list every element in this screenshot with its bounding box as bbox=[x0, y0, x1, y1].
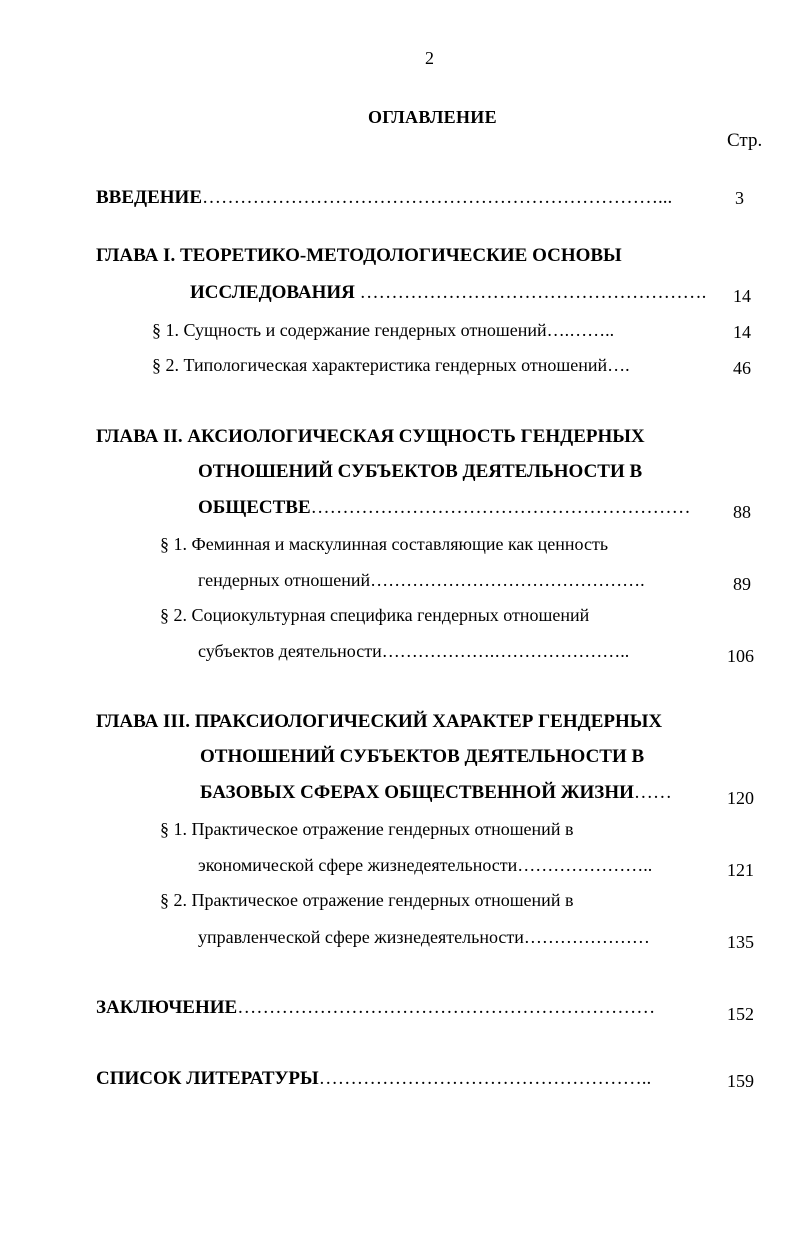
toc-entry-text: ОБЩЕСТВЕ bbox=[198, 497, 311, 518]
toc-entry-introduction bbox=[96, 187, 672, 209]
toc-leader-dots: …………………………………………………… bbox=[310, 497, 691, 518]
toc-leader-dots: ……………….………………….. bbox=[381, 641, 630, 661]
toc-section-1-2 bbox=[152, 355, 630, 376]
toc-chapter-2-heading: ГЛАВА II. АКСИОЛОГИЧЕСКАЯ СУЩНОСТЬ ГЕНДЕРНЫХ bbox=[96, 426, 645, 447]
toc-entry-text: экономической сфере жизнедеятельности bbox=[198, 855, 518, 875]
toc-chapter-3-heading-cont: ОТНОШЕНИЙ СУБЪЕКТОВ ДЕЯТЕЛЬНОСТИ В bbox=[200, 746, 645, 767]
toc-entry-text: СПИСОК ЛИТЕРАТУРЫ bbox=[96, 1068, 319, 1089]
toc-chapter-2-heading-end bbox=[198, 497, 691, 519]
toc-entry-text: гендерных отношений bbox=[198, 570, 371, 590]
toc-page-number: 3 bbox=[735, 188, 744, 208]
toc-leader-dots: …………………………………………….. bbox=[318, 1068, 652, 1089]
toc-leader-dots: ………………….. bbox=[517, 855, 653, 875]
toc-leader-dots: ………………………………………………………………... bbox=[202, 187, 673, 208]
toc-section-3-2: § 2. Практическое отражение гендерных отношений в bbox=[160, 890, 574, 910]
toc-page-number: 159 bbox=[727, 1071, 754, 1091]
toc-entry-conclusion bbox=[96, 997, 655, 1019]
toc-chapter-2-heading-cont: ОТНОШЕНИЙ СУБЪЕКТОВ ДЕЯТЕЛЬНОСТИ В bbox=[198, 461, 643, 482]
toc-page-number: 120 bbox=[727, 788, 754, 808]
toc-page-number: 135 bbox=[727, 932, 754, 952]
toc-page-number: 152 bbox=[727, 1004, 754, 1024]
toc-section-1-1 bbox=[152, 320, 614, 341]
toc-entry-text: субъектов деятельности bbox=[198, 641, 382, 661]
toc-section-3-1-cont bbox=[198, 855, 652, 876]
toc-chapter-1-heading-cont bbox=[190, 282, 706, 304]
toc-page-number: 14 bbox=[733, 286, 751, 306]
page-column-header: Стр. bbox=[727, 130, 763, 151]
toc-section-2-2-cont bbox=[198, 641, 629, 662]
toc-title: ОГЛАВЛЕНИЕ bbox=[368, 107, 497, 127]
toc-chapter-3-heading: ГЛАВА III. ПРАКСИОЛОГИЧЕСКИЙ ХАРАКТЕР ГЕНДЕРНЫХ bbox=[96, 711, 663, 732]
toc-leader-dots: …. bbox=[607, 355, 630, 375]
toc-section-3-1: § 1. Практическое отражение гендерных отношений в bbox=[160, 819, 574, 839]
toc-entry-text: управленческой сфере жизнедеятельности bbox=[198, 927, 524, 947]
toc-section-3-2-cont bbox=[198, 927, 650, 948]
toc-section-2-2: § 2. Социокультурная специфика гендерных отношений bbox=[160, 605, 590, 625]
toc-leader-dots: ….…….. bbox=[546, 320, 615, 340]
toc-page-number: 88 bbox=[733, 502, 751, 522]
toc-page-number: 46 bbox=[733, 358, 751, 378]
toc-leader-dots: ………………………………………………. bbox=[354, 282, 707, 303]
toc-chapter-1-heading: ГЛАВА I. ТЕОРЕТИКО-МЕТОДОЛОГИЧЕСКИЕ ОСНОВЫ bbox=[96, 245, 622, 266]
toc-leader-dots: …… bbox=[633, 782, 672, 803]
toc-page-number: 106 bbox=[727, 646, 754, 666]
toc-entry-text: § 1. Сущность и содержание гендерных отношений bbox=[152, 320, 547, 340]
toc-page-number: 14 bbox=[733, 322, 751, 342]
toc-chapter-3-heading-end bbox=[200, 782, 672, 804]
toc-entry-text: ИССЛЕДОВАНИЯ bbox=[190, 282, 355, 303]
toc-page-number: 121 bbox=[727, 860, 754, 880]
toc-leader-dots: ………………………………………. bbox=[370, 570, 645, 590]
toc-section-2-1: § 1. Феминная и маскулинная составляющие как ценность bbox=[160, 534, 609, 554]
toc-entry-text: § 2. Типологическая характеристика гендерных отношений bbox=[152, 355, 608, 375]
toc-page-number: 89 bbox=[733, 574, 751, 594]
toc-section-2-1-cont bbox=[198, 570, 645, 591]
toc-leader-dots: ………………… bbox=[523, 927, 650, 947]
toc-entry-bibliography bbox=[96, 1068, 651, 1090]
toc-entry-text: ВВЕДЕНИЕ bbox=[96, 187, 202, 208]
toc-entry-text: БАЗОВЫХ СФЕРАХ ОБЩЕСТВЕННОЙ ЖИЗНИ bbox=[200, 782, 634, 803]
toc-entry-text: ЗАКЛЮЧЕНИЕ bbox=[96, 997, 238, 1018]
toc-leader-dots: ………………………………………………………… bbox=[237, 997, 656, 1018]
page-number: 2 bbox=[425, 48, 434, 68]
